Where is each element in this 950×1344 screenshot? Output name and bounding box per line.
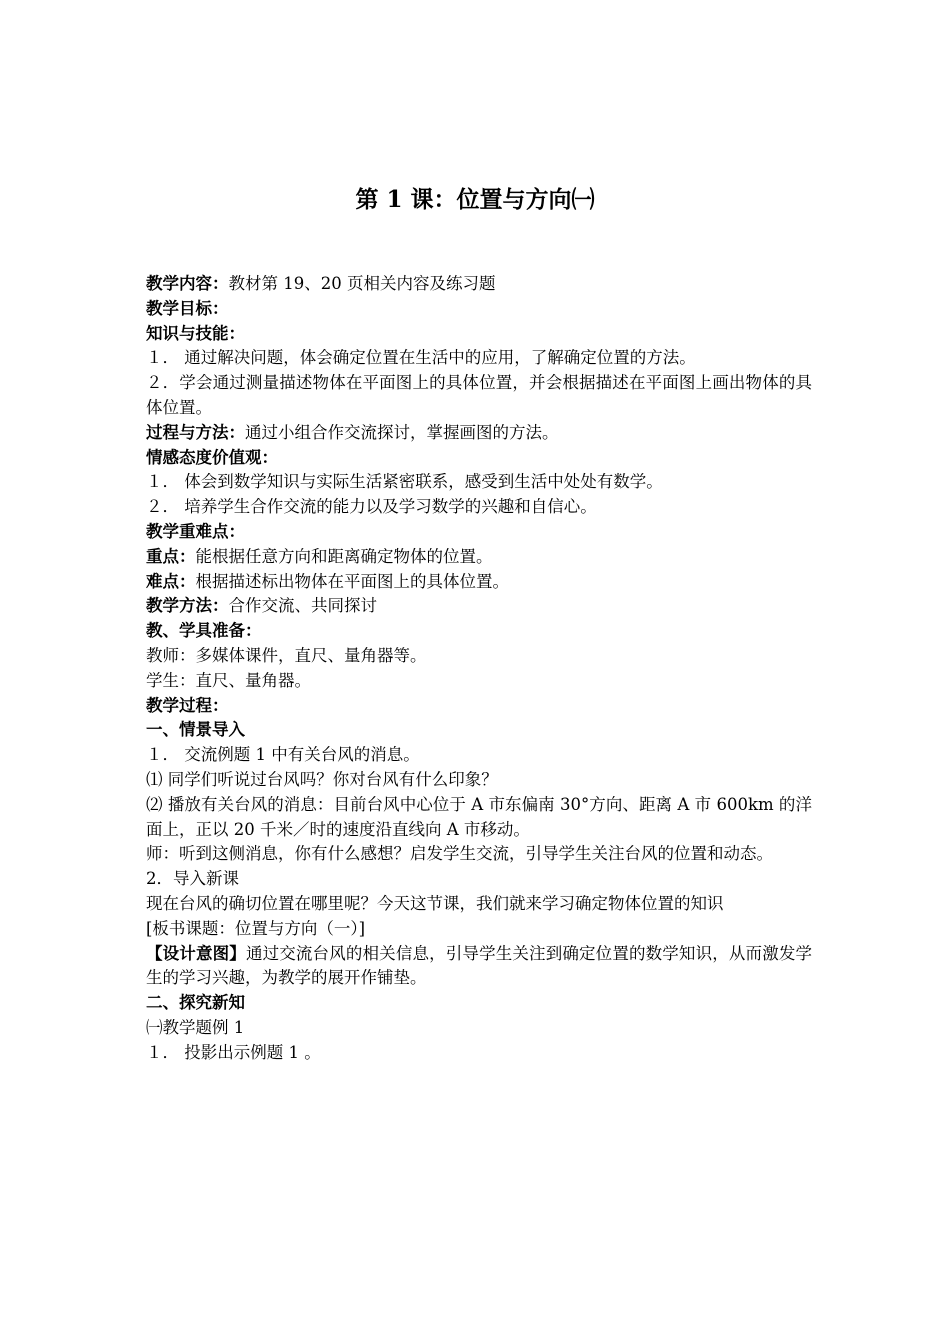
board-title: [板书课题：位置与方向（一）] <box>146 918 366 938</box>
section-1-item-1: １． 交流例题 1 中有关台风的消息。 <box>146 745 420 765</box>
emotion-heading: 情感态度价值观： <box>146 447 278 467</box>
content-text: 教材第 19、20 页相关内容及练习题 <box>228 274 496 293</box>
process-text: 通过小组合作交流探讨，掌握画图的方法。 <box>245 422 559 442</box>
key-text: 能根据任意方向和距离确定物体的位置。 <box>195 546 493 566</box>
student-prep: 学生：直尺、量角器。 <box>146 670 311 690</box>
process-line <box>146 421 812 446</box>
emotion-item-1: １． 体会到数学知识与实际生活紧密联系，感受到生活中处处有数学。 <box>146 472 663 492</box>
procedure-heading: 教学过程： <box>146 695 229 715</box>
method-text: 合作交流、共同探讨 <box>228 596 377 616</box>
section-1-item-2: 2．导入新课 <box>146 869 239 889</box>
knowledge-item-1: １． 通过解决问题，体会确定位置在生活中的应用，了解确定位置的方法。 <box>146 348 696 368</box>
method-label: 教学方法： <box>146 596 229 616</box>
page-title: 第 1 课：位置与方向㈠ <box>355 186 595 213</box>
knowledge-item-2: ２．学会通过测量描述物体在平面图上的具体位置，并会根据描述在平面图上画出物体的具体位置。 <box>146 373 812 417</box>
keypoints-heading: 教学重难点： <box>146 521 245 541</box>
emotion-item-2: ２． 培养学生合作交流的能力以及学习数学的兴趣和自信心。 <box>146 497 597 517</box>
section-1-heading: 一、情景导入 <box>146 720 245 740</box>
section-1-question-2: ⑵ 播放有关台风的消息：目前台风中心位于 A 市东偏南 30°方向、距离 A 市 600km 的洋面上，正以 20 千米／时的速度沿直线向 A 市移动。 <box>146 794 812 839</box>
process-label: 过程与方法： <box>146 422 245 442</box>
teacher-remark: 师：听到这侧消息，你有什么感想？启发学生交流，引导学生关注台风的位置和动态。 <box>146 844 773 864</box>
section-2-subheading: ㈠教学题例 1 <box>146 1017 245 1037</box>
goals-heading: 教学目标： <box>146 298 229 318</box>
knowledge-heading: 知识与技能： <box>146 323 245 343</box>
section-2-heading: 二、探究新知 <box>146 993 245 1013</box>
difficulty-text: 根据描述标出物体在平面图上的具体位置。 <box>195 571 509 591</box>
difficulty-label: 难点： <box>146 571 196 591</box>
section-1-question-1: ⑴ 同学们听说过台风吗？你对台风有什么印象？ <box>146 769 498 789</box>
key-label: 重点： <box>146 546 196 566</box>
section-2-item-1: １． 投影出示例题 1 。 <box>146 1042 321 1062</box>
design-label: 【设计意图】 <box>146 943 246 963</box>
teacher-prep: 教师：多媒体课件，直尺、量角器等。 <box>146 645 427 665</box>
document-body <box>146 272 812 1066</box>
design-intent <box>146 942 812 992</box>
method-line <box>146 594 812 619</box>
content-label: 教学内容： <box>146 274 229 293</box>
content-line <box>146 272 812 297</box>
prep-heading: 教、学具准备： <box>146 621 262 641</box>
section-1-item-2-text: 现在台风的确切位置在哪里呢？今天这节课，我们就来学习确定物体位置的知识 <box>146 893 724 913</box>
key-line <box>146 545 812 570</box>
design-text: 通过交流台风的相关信息，引导学生关注到确定位置的数学知识，从而激发学生的学习兴趣，为教学的展开作铺垫。 <box>146 943 813 988</box>
difficulty-line <box>146 570 812 595</box>
